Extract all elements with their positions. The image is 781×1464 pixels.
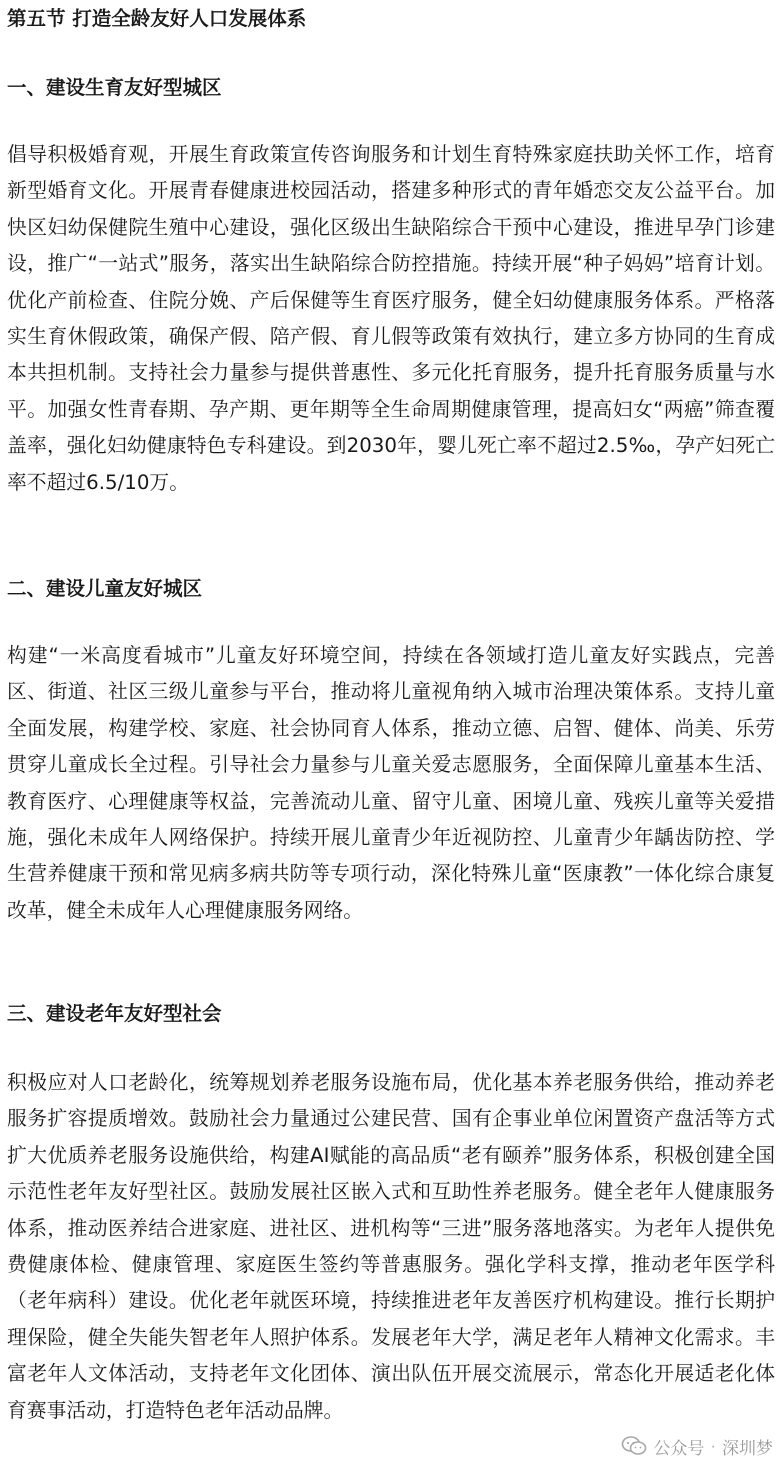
subsection-title-2: 二、建设儿童友好城区 <box>7 577 203 600</box>
wechat-official-account-icon <box>621 1435 647 1457</box>
watermark-label: 公众号 <box>653 1438 705 1458</box>
subsection-body-1: 倡导积极婚育观，开展生育政策宣传咨询服务和计划生育特殊家庭扶助关怀工作，培育新型婚育文化。开展青春健康进校园活动，搭建多种形式的青年婚恋交友公益平台。加快区妇幼保健院生殖中心建设，强化区级出生缺陷综合干预中心建设，推进早孕门诊建设，推广“一站式”服务，落实出生缺陷综合防控措施。持续开展“种子妈妈”培育计划。优化产前检查、住院分娩、产后保健等生育医疗服务，健全妇幼健康服务体系。严格落实生育休假政策，确保产假、陪产假、育儿假等政策有效执行，建立多方协同的生育成本共担机制。支持社会力量参与提供普惠性、多元化托育服务，提升托育服务质量与水平。加强女性青春期、孕产期、更年期等全生命周期健康管理，提高妇女“两癌”筛查覆盖率，强化妇幼健康特色专科建设。到2030年，婴儿死亡率不超过2.5‰，孕产妇死亡率不超过6.5/10万。 <box>7 143 775 494</box>
watermark-account: 深圳梦 <box>722 1438 773 1458</box>
section-heading: 第五节 打造全龄友好人口发展体系 <box>7 7 307 30</box>
subsection-body-2: 构建“一米高度看城市”儿童友好环境空间，持续在各领域打造儿童友好实践点，完善区、街道、社区三级儿童参与平台，推动将儿童视角纳入城市治理决策体系。支持儿童全面发展，构建学校、家庭、社会协同育人体系，推动立德、启智、健体、尚美、乐劳贯穿儿童成长全过程。引导社会力量参与儿童关爱志愿服务，全面保障儿童基本生活、教育医疗、心理健康等权益，完善流动儿童、留守儿童、困境儿童、残疾儿童等关爱措施，强化未成年人网络保护。持续开展儿童青少年近视防控、儿童青少年龋齿防控、学生营养健康干预和常见病多病共防等专项行动，深化特殊儿童“医康教”一体化综合康复改革，健全未成年人心理健康服务网络。 <box>7 644 775 922</box>
watermark-separator: · <box>710 1436 716 1455</box>
subsection-body-3: 积极应对人口老龄化，统筹规划养老服务设施布局，优化基本养老服务供给，推动养老服务扩容提质增效。鼓励社会力量通过公建民营、国有企事业单位闲置资产盘活等方式扩大优质养老服务设施供给，构建AI赋能的高品质“老有颐养”服务体系，积极创建全国示范性老年友好型社区。鼓励发展社区嵌入式和互助性养老服务。健全老年人健康服务体系，推动医养结合进家庭、进社区、进机构等“三进”服务落地落实。为老年人提供免费健康体检、健康管理、家庭医生签约等普惠服务。强化学科支撑，推动老年医学科（老年病科）建设。优化老年就医环境，持续推进老年友善医疗机构建设。推行长期护理保险，健全失能失智老年人照护体系。发展老年大学，满足老年人精神文化需求。丰富老年人文体活动，支持老年文化团体、演出队伍开展交流展示，常态化开展适老化体育赛事活动，打造特色老年活动品牌。 <box>7 1071 775 1422</box>
watermark <box>615 1433 773 1459</box>
subsection-title-1: 一、建设生育友好型城区 <box>7 76 222 99</box>
subsection-title-3: 三、建设老年友好型社会 <box>7 1002 222 1025</box>
